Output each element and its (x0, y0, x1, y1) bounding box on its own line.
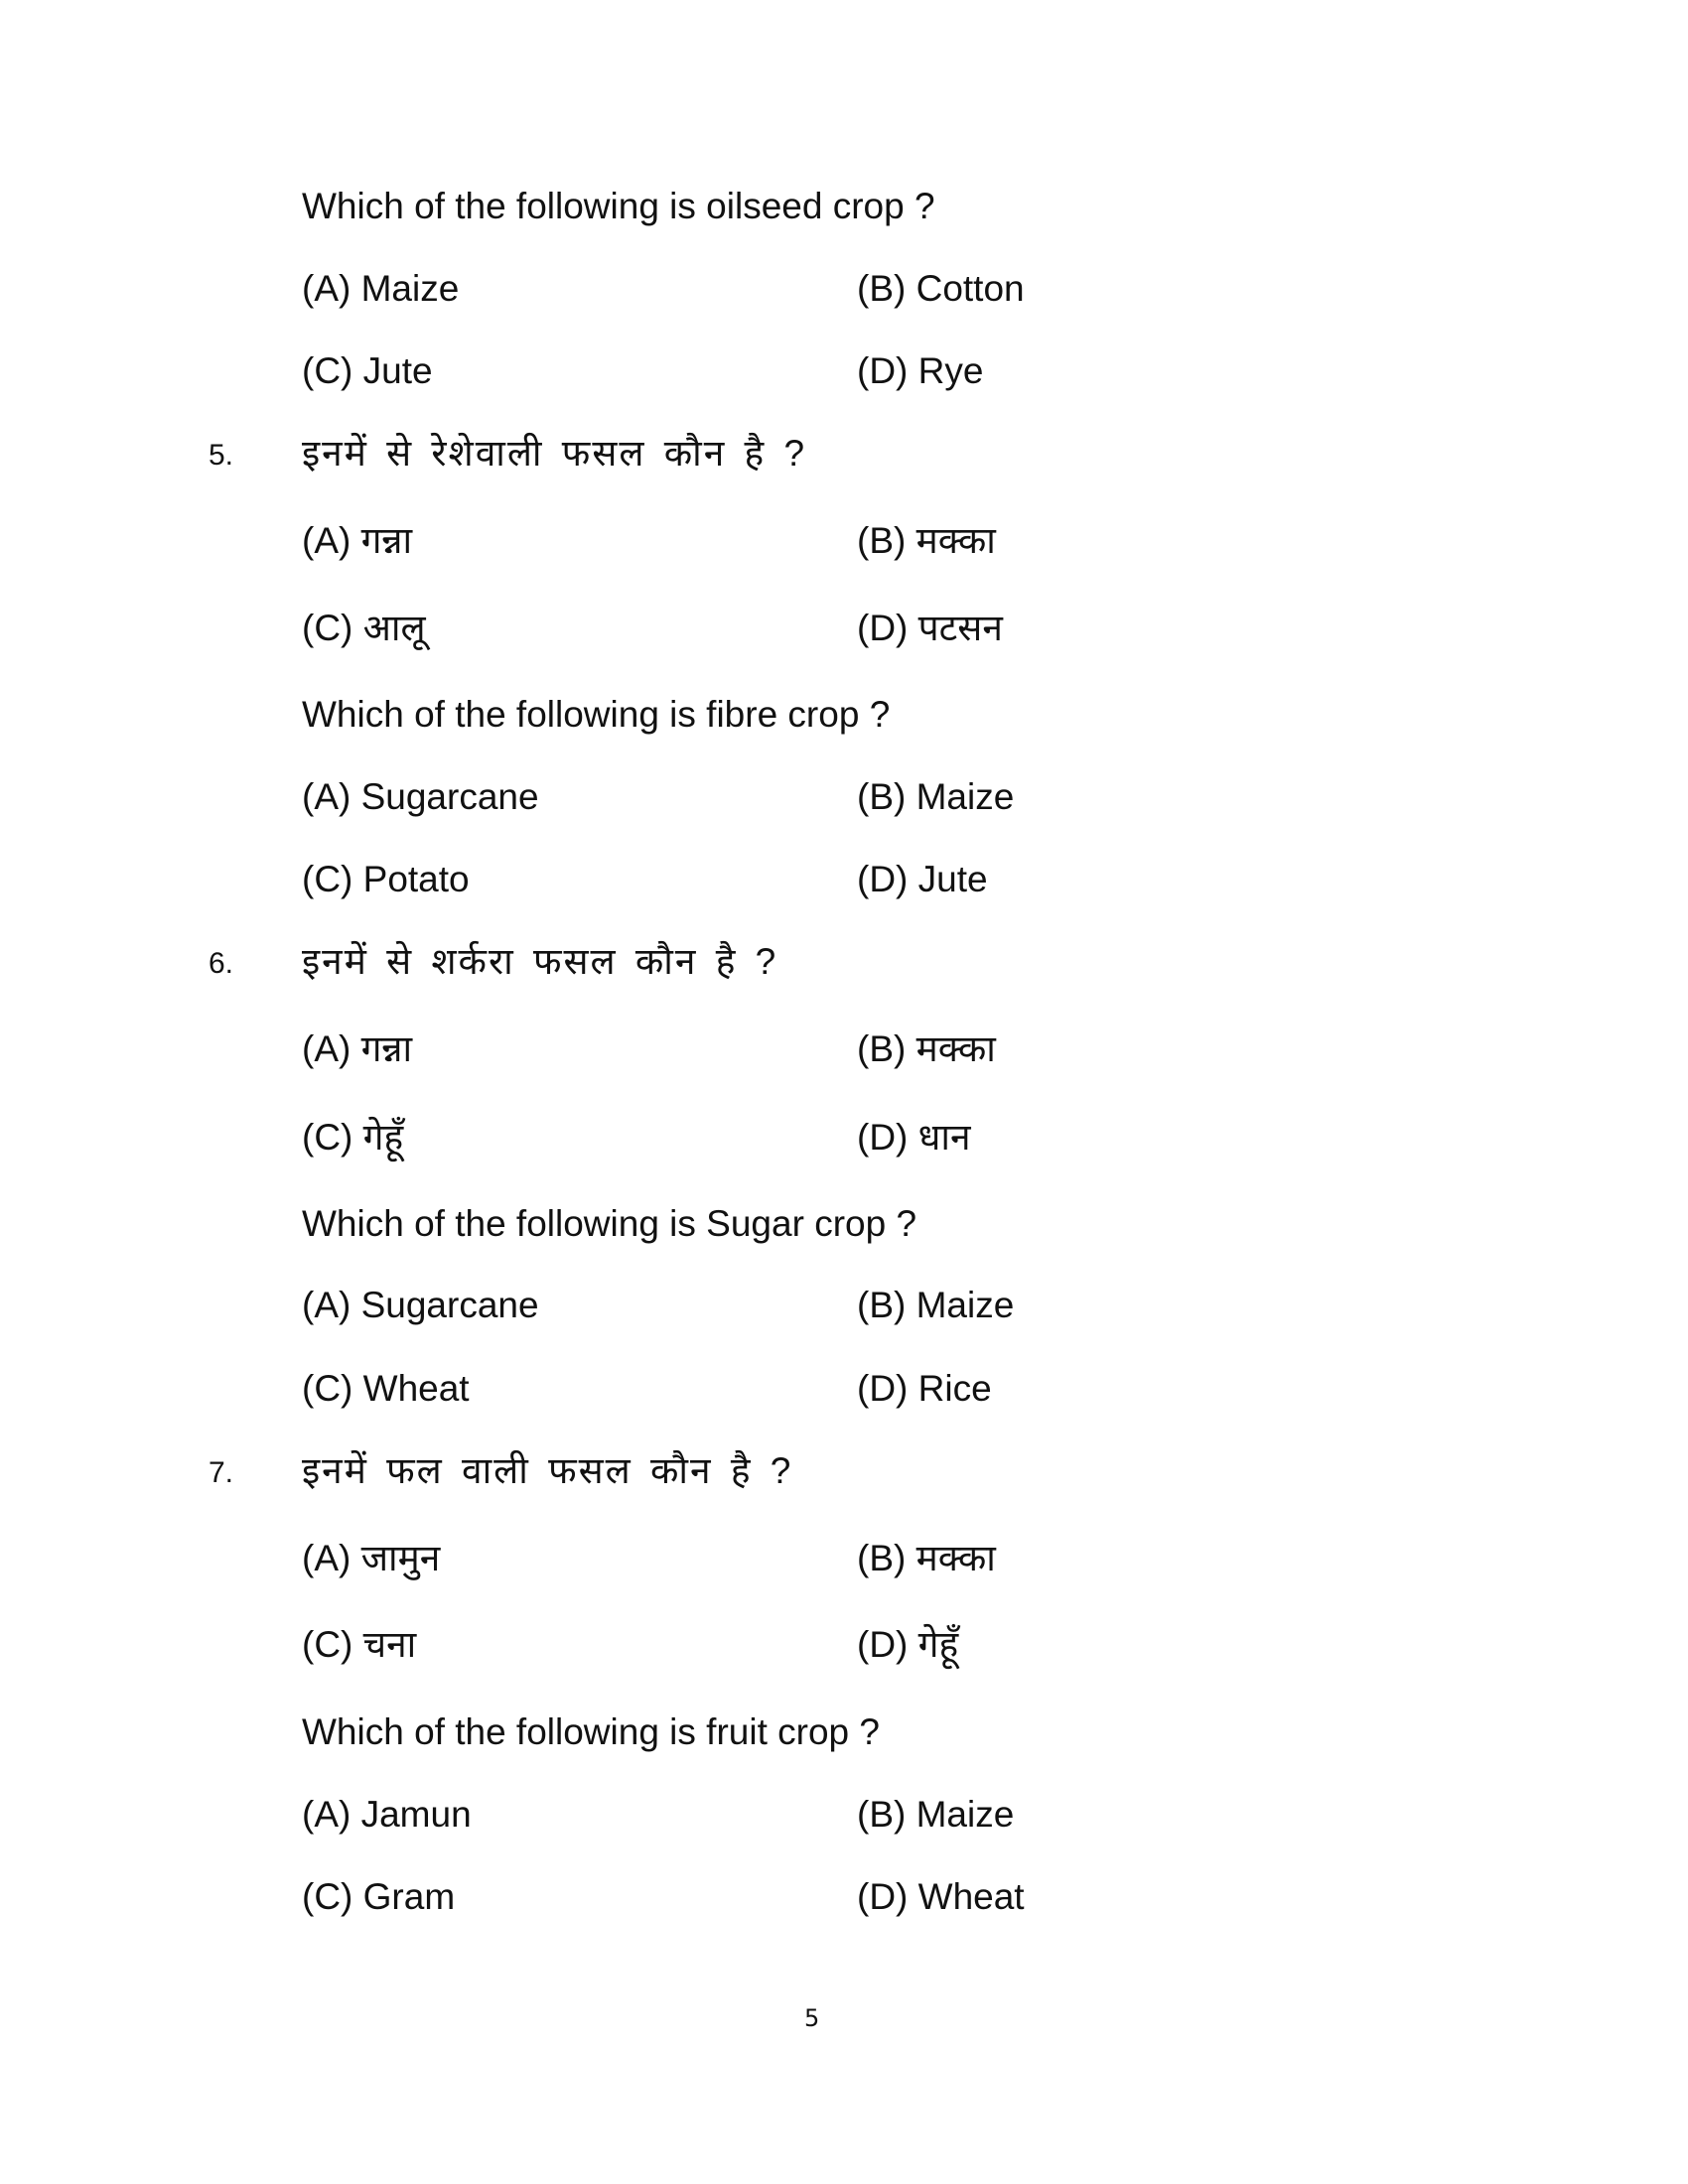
option-c: (C) Gram (302, 1876, 456, 1917)
option-c: (C) आलू (302, 608, 426, 648)
option-d: (D) धान (857, 1117, 971, 1158)
option-c: (C) गेहूँ (302, 1117, 404, 1158)
option-b: (B) Cotton (857, 268, 1025, 309)
question-4-english: Which of the following is oilseed crop ? (302, 186, 935, 226)
option-a: (A) जामुन (302, 1538, 441, 1578)
question-number: 6. (209, 947, 234, 980)
question-7-english: Which of the following is fruit crop ? (302, 1711, 880, 1752)
option-c: (C) चना (302, 1624, 417, 1665)
option-c: (C) Potato (302, 859, 470, 899)
option-d: (D) Jute (857, 859, 988, 899)
option-a: (A) गन्ना (302, 1028, 413, 1069)
option-b: (B) मक्का (857, 1028, 996, 1069)
option-a: (A) Sugarcane (302, 1285, 539, 1325)
option-c: (C) Jute (302, 350, 433, 391)
page-number: 5 (804, 2004, 820, 2032)
option-a: (A) Jamun (302, 1794, 472, 1835)
option-d: (D) Rice (857, 1368, 992, 1409)
question-7-hindi: इनमें फल वाली फसल कौन है ? (302, 1450, 793, 1491)
option-b: (B) Maize (857, 1285, 1015, 1325)
option-d: (D) Wheat (857, 1876, 1025, 1917)
option-b: (B) Maize (857, 1794, 1015, 1835)
option-b: (B) Maize (857, 776, 1015, 817)
question-number: 7. (209, 1456, 234, 1489)
question-number: 5. (209, 439, 234, 472)
option-d: (D) गेहूँ (857, 1624, 959, 1665)
option-a: (A) गन्ना (302, 520, 413, 561)
option-b: (B) मक्का (857, 1538, 996, 1578)
question-6-english: Which of the following is Sugar crop ? (302, 1203, 917, 1244)
option-c: (C) Wheat (302, 1368, 470, 1409)
option-a: (A) Sugarcane (302, 776, 539, 817)
question-6-hindi: इनमें से शर्करा फसल कौन है ? (302, 941, 778, 982)
option-d: (D) पटसन (857, 608, 1003, 648)
option-d: (D) Rye (857, 350, 984, 391)
option-a: (A) Maize (302, 268, 460, 309)
option-b: (B) मक्का (857, 520, 996, 561)
question-5-hindi: इनमें से रेशेवाली फसल कौन है ? (302, 433, 807, 474)
question-5-english: Which of the following is fibre crop ? (302, 694, 891, 735)
